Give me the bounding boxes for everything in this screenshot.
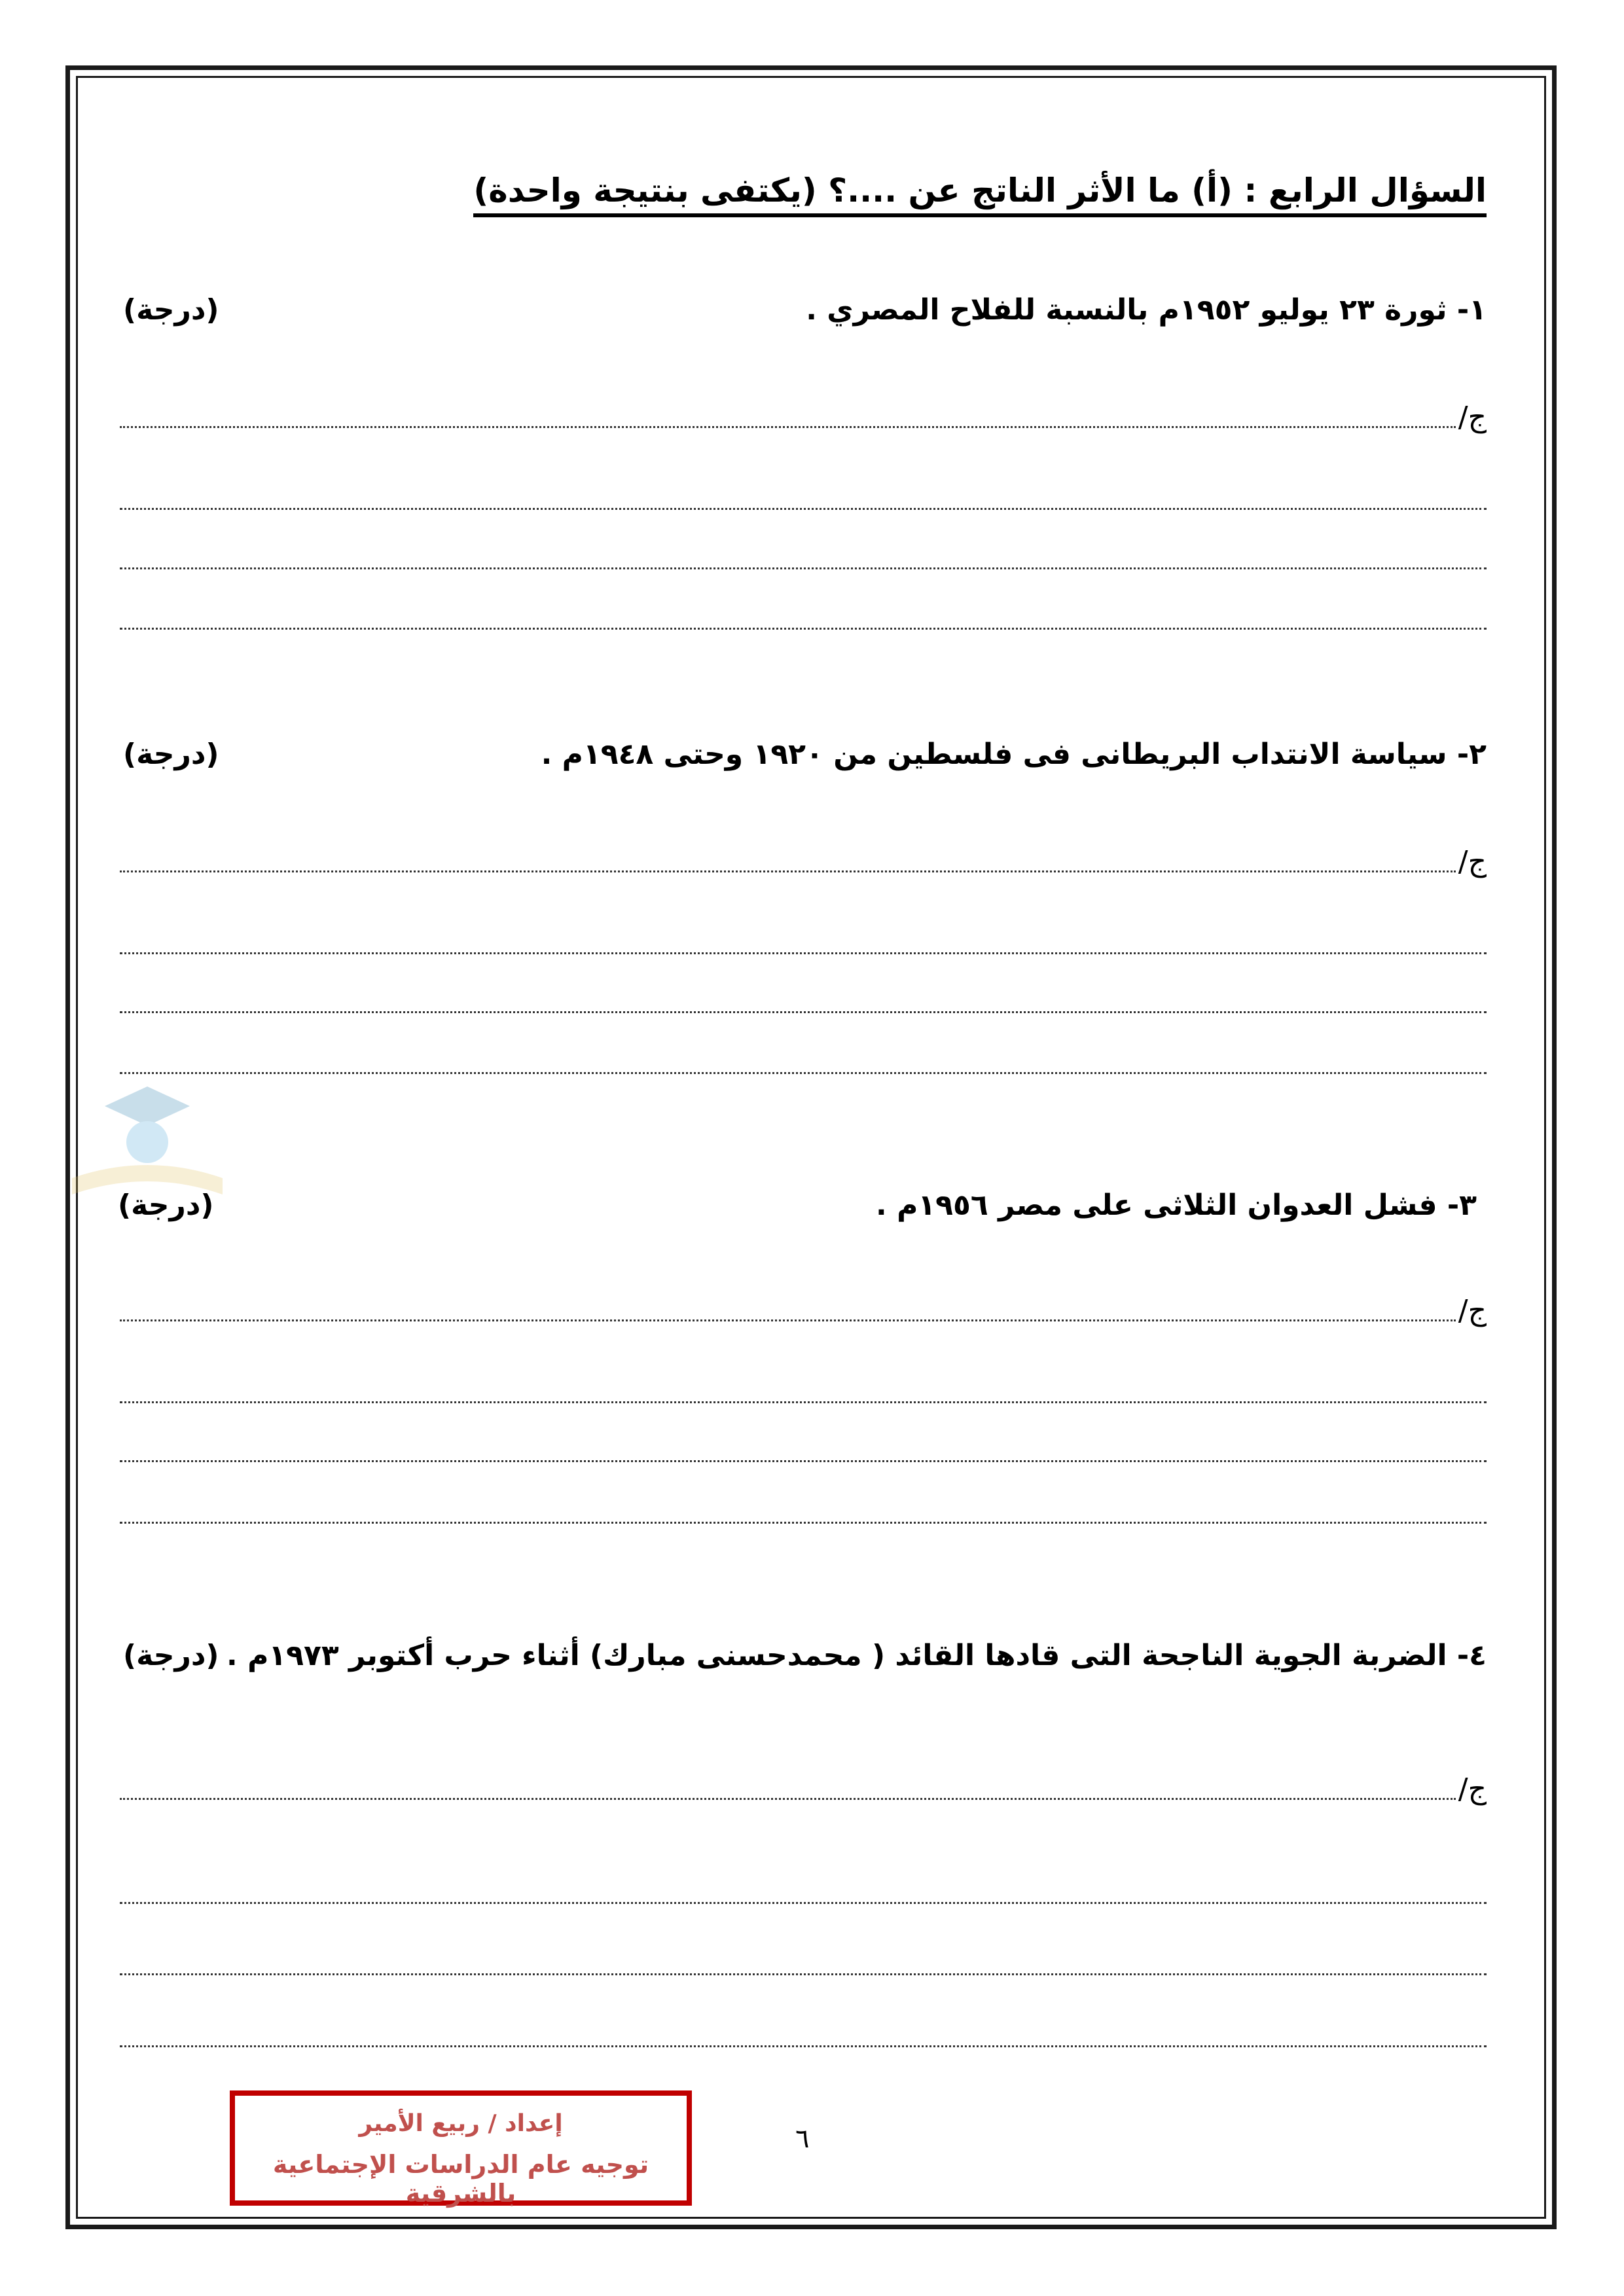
answer-4-line[interactable] xyxy=(120,1973,1487,1975)
question-3: ٣- فشل العدوان الثلاثى على مصر ١٩٥٦م . xyxy=(876,1189,1477,1222)
author-box xyxy=(230,2090,692,2206)
author-name: إعداد / ربيع الأمير xyxy=(359,2110,563,2137)
answer-label: ج/ xyxy=(1458,1772,1487,1806)
answer-label: ج/ xyxy=(1458,1294,1487,1327)
answer-label: ج/ xyxy=(1458,401,1487,434)
question-1-grade: (درجة) xyxy=(123,293,219,327)
answer-3-line[interactable] xyxy=(120,1522,1487,1524)
answer-4-field[interactable] xyxy=(120,1771,1487,1804)
answer-2-field[interactable] xyxy=(120,844,1487,876)
dotted-line xyxy=(120,870,1456,872)
question-4-grade: (درجة) xyxy=(123,1639,219,1672)
question-2-grade: (درجة) xyxy=(123,738,219,771)
answer-4-line[interactable] xyxy=(120,1902,1487,1904)
section-title: السؤال الرابع : (أ) ما الأثر الناتج عن ....؟ (يكتفى بنتيجة واحدة) xyxy=(473,171,1487,217)
answer-1-field[interactable] xyxy=(120,399,1487,432)
question-2: ٢- سياسة الانتداب البريطانى فى فلسطين من ١٩٢٠ وحتى ١٩٤٨م . xyxy=(541,738,1487,771)
answer-2-line[interactable] xyxy=(120,1011,1487,1013)
answer-1-line[interactable] xyxy=(120,628,1487,630)
question-4: ٤- الضربة الجوية الناجحة التى قادها القائد ( محمدحسنى مبارك) أثناء حرب أكتوبر ١٩٧٣م . xyxy=(226,1639,1487,1672)
answer-2-line[interactable] xyxy=(120,1072,1487,1074)
page-number: ٦ xyxy=(795,2124,810,2154)
answer-4-line[interactable] xyxy=(120,2045,1487,2047)
dotted-line xyxy=(120,1798,1456,1800)
dotted-line xyxy=(120,1319,1456,1321)
answer-1-line[interactable] xyxy=(120,567,1487,569)
answer-2-line[interactable] xyxy=(120,952,1487,954)
answer-3-line[interactable] xyxy=(120,1460,1487,1462)
question-3-grade: (درجة) xyxy=(118,1189,214,1222)
dotted-line xyxy=(120,426,1456,428)
answer-1-line[interactable] xyxy=(120,508,1487,510)
answer-3-field[interactable] xyxy=(120,1293,1487,1325)
author-department: توجيه عام الدراسات الإجتماعية بالشرقية xyxy=(272,2150,649,2208)
answer-3-line[interactable] xyxy=(120,1401,1487,1403)
answer-label: ج/ xyxy=(1458,845,1487,878)
question-1: ١- ثورة ٢٣ يوليو ١٩٥٢م بالنسبة للفلاح المصري . xyxy=(806,293,1487,327)
page-border-inner xyxy=(76,76,1546,2219)
